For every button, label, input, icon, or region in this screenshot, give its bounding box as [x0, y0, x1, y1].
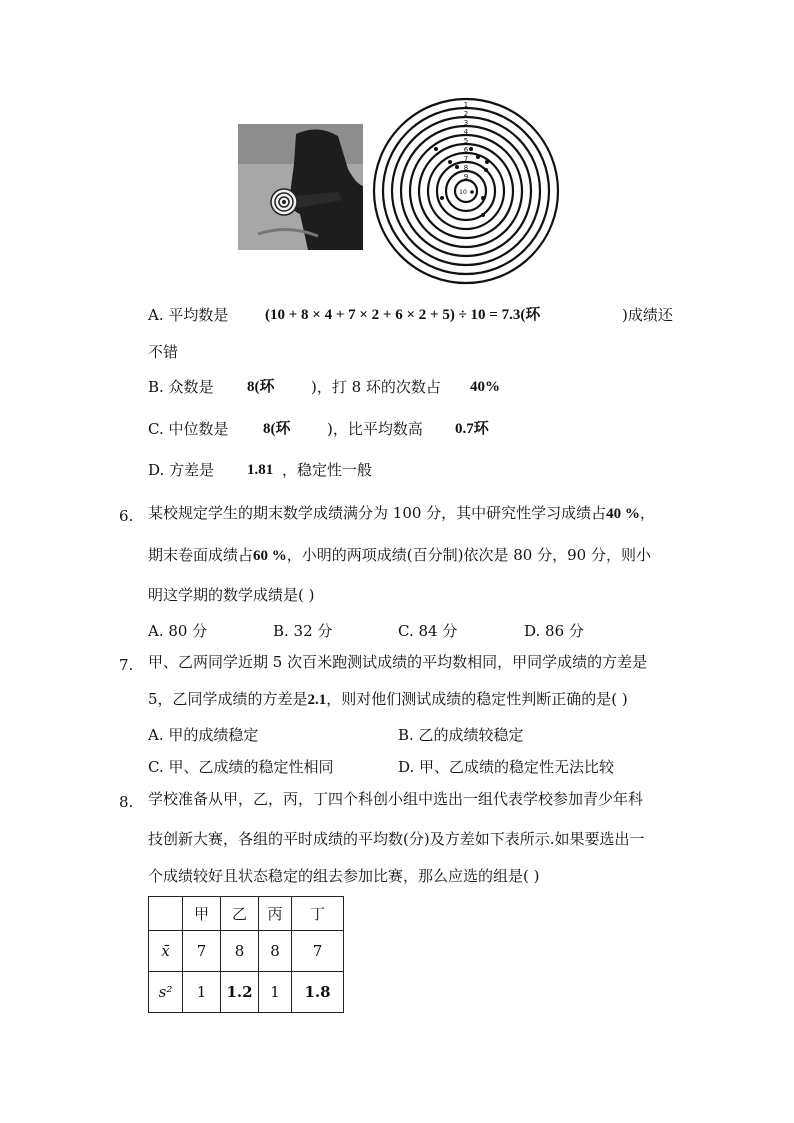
ring-number-9: 9: [463, 173, 469, 181]
q6-percent-60: 60 %: [253, 548, 287, 564]
ring-number-8: 8: [463, 164, 469, 172]
q5-option-d-lead: D. 方差是: [148, 461, 215, 479]
variance-symbol: s²: [149, 972, 183, 1013]
q6-line2: [148, 545, 651, 566]
q5-option-d-value: 1.81: [247, 462, 274, 478]
q6-line2-text: 期末卷面成绩占: [148, 546, 254, 564]
q7-option-c: C. 甲、乙成绩的稳定性相同: [148, 758, 334, 776]
shot-hole: [470, 190, 474, 194]
q5-option-c-value: 8(环: [263, 421, 291, 437]
q5-option-a-lead: A. 平均数是: [148, 306, 229, 324]
q8-line1: 学校准备从甲，乙，丙，丁四个科创小组中选出一组代表学校参加青少年科: [148, 790, 644, 808]
shot-hole: [448, 160, 452, 164]
q5-option-b-mid: )，打 8 环的次数占: [311, 378, 441, 396]
table-header-ding: 丁: [292, 897, 344, 931]
q6-option-c: C. 84 分: [398, 622, 458, 640]
q6-line1: [148, 503, 655, 524]
shot-hole: [469, 147, 473, 151]
ring-number-1: 1: [463, 101, 469, 109]
q7-line2: [148, 689, 628, 710]
q5-option-d-tail: ，稳定性一般: [282, 461, 373, 479]
target-diagram: [370, 97, 562, 287]
shot-hole: [455, 165, 459, 169]
table-row: [149, 972, 344, 1013]
q6-option-d: D. 86 分: [524, 622, 584, 640]
shot-hole: [440, 196, 444, 200]
q5-option-c-lead: C. 中位数是: [148, 420, 229, 438]
table-header-jia: 甲: [183, 897, 221, 931]
q7-option-a: A. 甲的成绩稳定: [148, 726, 259, 744]
scores-table: [148, 896, 344, 1013]
q6-line2-rest: ，小明的两项成绩(百分制)依次是 80 分，90 分，则小: [286, 546, 651, 564]
ring-number-4: 4: [463, 128, 469, 136]
q8-line2: 技创新大赛，各组的平时成绩的平均数(分)及方差如下表所示.如果要选出一: [148, 830, 645, 848]
mean-ding: 7: [292, 931, 344, 972]
table-header-row: [149, 897, 344, 931]
mean-bing: 8: [259, 931, 292, 972]
ring-number-3: 3: [463, 119, 469, 127]
q8-line3: 个成绩较好且状态稳定的组去参加比赛，那么应选的组是( ): [148, 867, 540, 885]
q7-line2-rest: ，则对他们测试成绩的稳定性判断正确的是( ): [326, 690, 628, 708]
ring-number-2: 2: [463, 110, 469, 118]
q7-option-b: B. 乙的成绩较稳定: [398, 726, 524, 744]
q5-option-c-mid: )，比平均数高: [327, 420, 423, 438]
q5-option-a-formula: (10 + 8 × 4 + 7 × 2 + 6 × 2 + 5) ÷ 10 = 7.3(环: [265, 307, 541, 323]
table-row: [149, 931, 344, 972]
q5-option-b-lead: B. 众数是: [148, 378, 214, 396]
q5-option-a-line1: [148, 305, 228, 325]
q6-number: 6.: [119, 507, 134, 525]
q6-line1-comma: ，: [639, 504, 655, 522]
variance-jia: 1: [183, 972, 221, 1013]
q7-line2-text: 5，乙同学成绩的方差是: [148, 690, 308, 708]
mean-yi: 8: [221, 931, 259, 972]
table-header-yi: 乙: [221, 897, 259, 931]
q7-line1: 甲、乙两同学近期 5 次百米跑测试成绩的平均数相同，甲同学成绩的方差是: [148, 653, 648, 671]
q5-option-b-value: 8(环: [247, 379, 275, 395]
q5-option-a-tail: )成绩还: [622, 306, 673, 324]
q6-line1-text: 某校规定学生的期末数学成绩满分为 100 分，其中研究性学习成绩占: [148, 504, 607, 522]
ring-number-6: 6: [463, 146, 469, 154]
q5-option-b-pct: 40%: [470, 379, 500, 395]
q7-number: 7.: [119, 656, 134, 674]
shot-hole: [484, 168, 488, 172]
variance-yi: 1.2: [221, 972, 259, 1013]
shot-hole: [476, 155, 480, 159]
q5-option-c-diff: 0.7环: [455, 421, 489, 437]
q6-line3: 明这学期的数学成绩是( ): [148, 586, 315, 604]
table-header-bing: 丙: [259, 897, 292, 931]
q6-percent-40: 40 %: [606, 506, 640, 522]
q5-option-a-line2: 不错: [148, 343, 179, 361]
shot-hole: [481, 213, 485, 217]
q7-variance-value: 2.1: [307, 692, 327, 708]
q6-option-a: A. 80 分: [148, 622, 208, 640]
q7-option-d: D. 甲、乙成绩的稳定性无法比较: [398, 758, 615, 776]
shot-hole: [481, 196, 485, 200]
ring-number-7: 7: [463, 155, 469, 163]
variance-ding: 1.8: [292, 972, 344, 1013]
shot-hole: [434, 147, 438, 151]
q8-number: 8.: [119, 793, 134, 811]
shot-hole: [485, 160, 489, 164]
q6-option-b: B. 32 分: [273, 622, 333, 640]
variance-bing: 1: [259, 972, 292, 1013]
ring-center-label: 10: [459, 189, 467, 196]
archer-photo: [238, 124, 363, 250]
table-corner-cell: [149, 897, 183, 931]
archer-photo-graphic: [238, 124, 363, 250]
mean-symbol: x̄: [149, 931, 183, 972]
ring-number-5: 5: [463, 137, 469, 145]
mean-jia: 7: [183, 931, 221, 972]
